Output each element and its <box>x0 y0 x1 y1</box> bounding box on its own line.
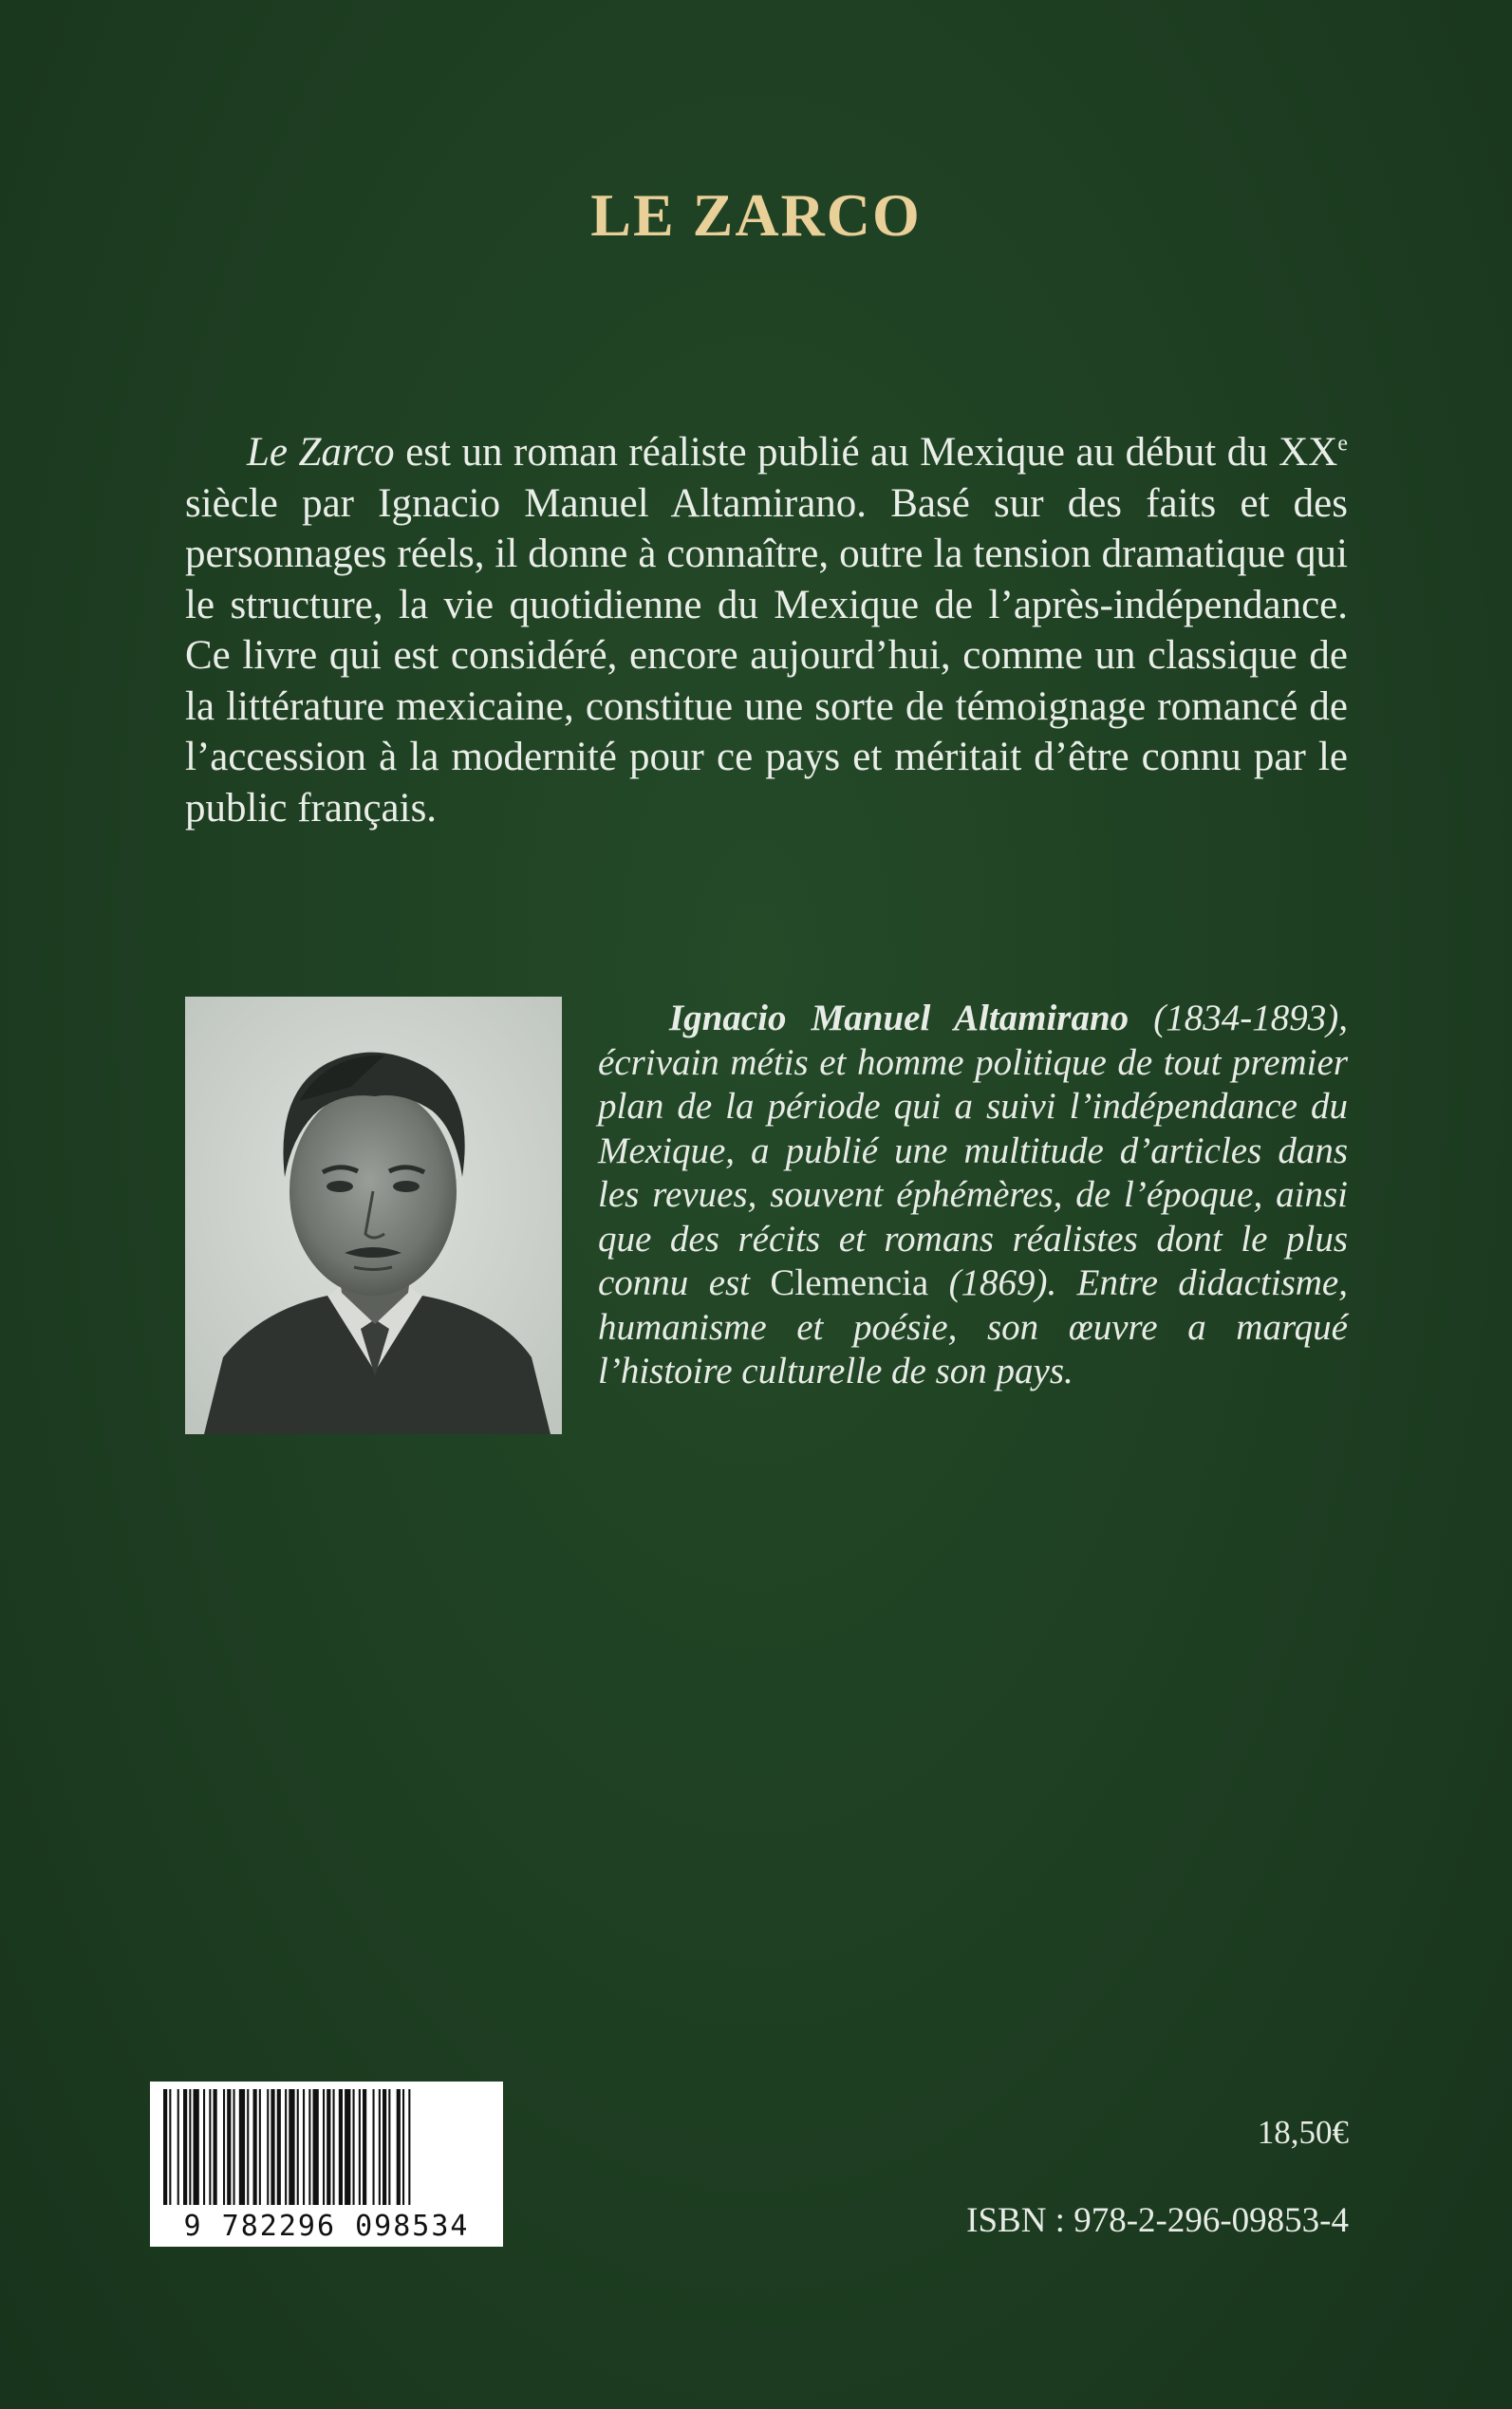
barcode-bar <box>177 2089 179 2205</box>
barcode-bar <box>408 2089 410 2205</box>
barcode-bar <box>402 2089 404 2205</box>
barcode-bar <box>163 2089 167 2205</box>
summary-text-2: siècle par Ignacio Manuel Altamirano. Basé sur des faits et des personnages réels, il donne à connaître, outre la tension dramatique qui le structure, la vie quotidienne du Mexique de l’après-indépendance. Ce livre qui est considéré, encore aujourd’hui, comme un classique de la littérature mexicaine, constitue une sorte de témoignage romancé de l’accession à la modernité pour ce pays et méritait d’être connu par le public français. <box>185 480 1348 831</box>
author-portrait <box>185 997 562 1434</box>
barcode-bar <box>313 2089 319 2205</box>
barcode-bar <box>327 2089 330 2205</box>
barcode-digits: 9 782296 098534 <box>183 2210 470 2243</box>
barcode-bar <box>303 2089 305 2205</box>
barcode-bar <box>379 2089 381 2205</box>
barcode-bar <box>388 2089 390 2205</box>
barcode-bar <box>353 2089 355 2205</box>
barcode-bar <box>169 2089 171 2205</box>
barcode-bar <box>183 2089 187 2205</box>
price: 18,50€ <box>1257 2114 1349 2151</box>
author-bio <box>598 997 1348 1394</box>
barcode-bar <box>359 2089 361 2205</box>
summary-title: Le Zarco <box>247 430 395 475</box>
portrait-illustration <box>185 997 562 1434</box>
barcode-bar <box>247 2089 249 2205</box>
barcode-bar <box>339 2089 343 2205</box>
barcode-bar <box>297 2089 299 2205</box>
author-dates: (1834-1893), <box>1129 998 1348 1038</box>
book-title: LE ZARCO <box>590 181 922 249</box>
barcode <box>150 2082 503 2247</box>
barcode-bar <box>267 2089 269 2205</box>
book-summary <box>185 427 1348 833</box>
barcode-bar <box>285 2089 287 2205</box>
barcode-bar <box>227 2089 231 2205</box>
author-name: Ignacio Manuel Altamirano <box>669 998 1129 1038</box>
barcode-bar <box>253 2089 257 2205</box>
barcode-bar <box>397 2089 401 2205</box>
barcode-bar <box>373 2089 375 2205</box>
barcode-bar <box>308 2089 310 2205</box>
barcode-bar <box>194 2089 199 2205</box>
barcode-bar <box>233 2089 235 2205</box>
barcode-bar-group <box>163 2089 410 2205</box>
isbn: ISBN : 978-2-296-09853-4 <box>966 2201 1349 2240</box>
barcode-bar <box>189 2089 191 2205</box>
author-book-title: Clemencia <box>770 1262 929 1303</box>
author-bio-text-2: (1869). Entre didactisme, humanisme et poésie, son œuvre a marqué l’histoire culturelle de son pays. <box>598 1262 1348 1391</box>
barcode-bar <box>345 2089 350 2205</box>
barcode-bar <box>383 2089 386 2205</box>
barcode-bar <box>214 2089 217 2205</box>
barcode-bar <box>271 2089 274 2205</box>
barcode-bar <box>259 2089 261 2205</box>
summary-text-1: est un roman réaliste publié au Mexique au début du XX <box>394 430 1338 475</box>
barcode-bar <box>363 2089 366 2205</box>
barcode-bar <box>323 2089 325 2205</box>
barcode-bar <box>277 2089 281 2205</box>
barcode-bar <box>289 2089 294 2205</box>
barcode-bar <box>333 2089 335 2205</box>
author-bio-text-1: écrivain métis et homme politique de tout premier plan de la période qui a suivi l’indépendance du Mexique, a publié une multitude d’articles dans les revues, souvent éphémères, de l’époque, ainsi que des récits et romans réalistes dont le plus connu est <box>598 1041 1348 1303</box>
barcode-bar <box>239 2089 245 2205</box>
summary-superscript: e <box>1337 431 1348 457</box>
barcode-bar <box>203 2089 205 2205</box>
barcode-bar <box>223 2089 225 2205</box>
barcode-bar <box>209 2089 211 2205</box>
